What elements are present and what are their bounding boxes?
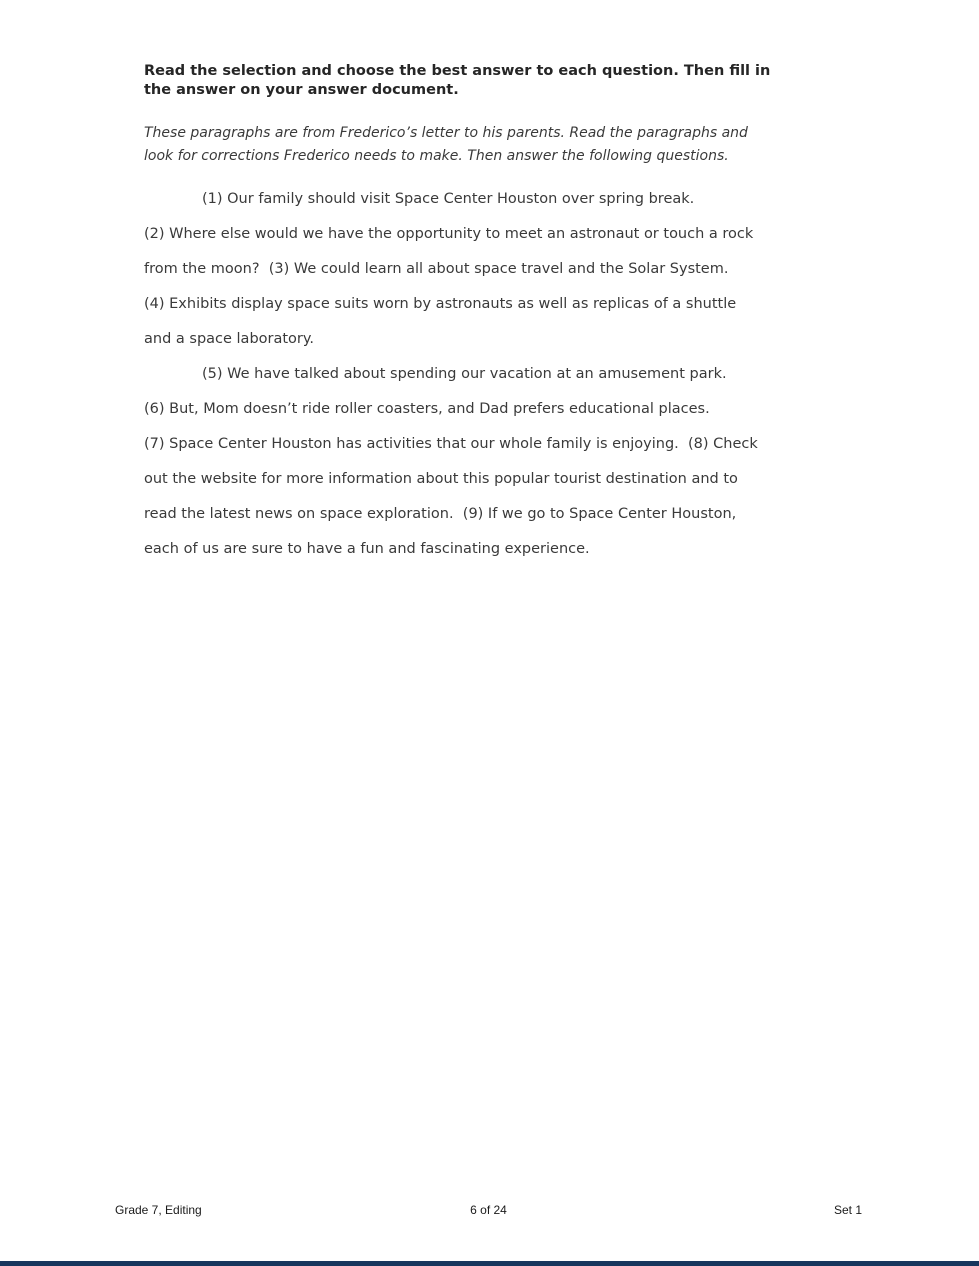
passage-line: from the moon? (3) We could learn all about space travel and the Solar System. <box>144 261 729 277</box>
directions-heading <box>144 62 770 100</box>
intro-line: These paragraphs are from Frederico’s letter to his parents. Read the paragraphs and <box>144 125 748 141</box>
passage-line: (5) We have talked about spending our vacation at an amusement park. <box>202 366 727 382</box>
footer-set-label: Set 1 <box>833 1203 862 1217</box>
page-footer <box>115 1203 862 1217</box>
directions-line: Read the selection and choose the best answer to each question. Then fill in <box>144 63 771 79</box>
passage-introduction <box>144 122 748 168</box>
passage-line: read the latest news on space exploration. (9) If we go to Space Center Houston, <box>144 506 737 522</box>
footer-page-number: 6 of 24 <box>470 1203 507 1217</box>
intro-line: look for corrections Frederico needs to make. Then answer the following questions. <box>144 148 729 164</box>
passage-line: out the website for more information about this popular tourist destination and to <box>144 471 738 487</box>
passage-line: (6) But, Mom doesn’t ride roller coasters, and Dad prefers educational places. <box>144 401 710 417</box>
reading-passage <box>144 182 758 567</box>
passage-line: and a space laboratory. <box>144 331 315 347</box>
footer-test-title: Grade 7, Editing <box>115 1203 202 1217</box>
passage-line: each of us are sure to have a fun and fascinating experience. <box>144 541 590 557</box>
passage-line: (2) Where else would we have the opportunity to meet an astronaut or touch a rock <box>144 226 754 242</box>
passage-line: (4) Exhibits display space suits worn by astronauts as well as replicas of a shuttle <box>144 296 737 312</box>
bottom-edge-bar <box>0 1261 979 1266</box>
directions-line: the answer on your answer document. <box>144 82 459 98</box>
passage-line: (7) Space Center Houston has activities that our whole family is enjoying. (8) Check <box>144 436 758 452</box>
passage-line: (1) Our family should visit Space Center Houston over spring break. <box>202 191 695 207</box>
